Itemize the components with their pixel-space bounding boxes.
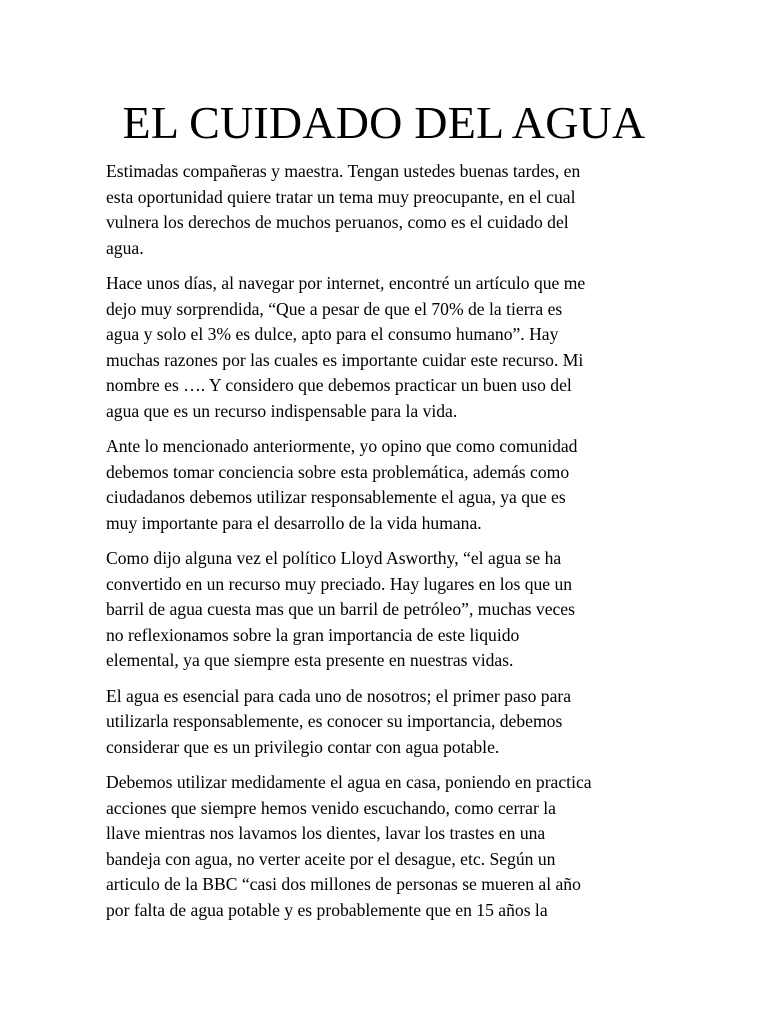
paragraph-line: Como dijo alguna vez el político Lloyd Asworthy, “el agua se ha xyxy=(106,548,562,568)
paragraph-line: utilizarla responsablemente, es conocer su importancia, debemos xyxy=(106,711,563,731)
paragraph-line: agua. xyxy=(106,237,144,258)
paragraph-line: El agua es esencial para cada uno de nosotros; el primer paso para xyxy=(106,685,572,706)
paragraph-line: muchas razones por las cuales es importante cuidar este recurso. Mi xyxy=(106,349,584,370)
document-body xyxy=(106,159,666,933)
paragraph-line: considerar que es un privilegio contar con agua potable. xyxy=(106,736,500,757)
paragraph-5 xyxy=(106,684,666,761)
paragraph-line: debemos tomar conciencia sobre esta problemática, además como xyxy=(106,461,570,482)
paragraph-4 xyxy=(106,546,666,674)
paragraph-6 xyxy=(106,770,666,923)
paragraph-line: articulo de la BBC “casi dos millones de personas se mueren al año xyxy=(106,874,581,894)
paragraph-line: vulnera los derechos de muchos peruanos, como es el cuidado del xyxy=(106,212,569,232)
paragraph-line: muy importante para el desarrollo de la vida humana. xyxy=(106,512,482,533)
paragraph-line: nombre es …. Y considero que debemos practicar un buen uso del xyxy=(106,375,572,395)
document-title: EL CUIDADO DEL AGUA xyxy=(122,97,646,148)
paragraph-line: Hace unos días, al navegar por internet, encontré un artículo que me xyxy=(106,273,586,293)
paragraph-line: por falta de agua potable y es probablemente que en 15 años la xyxy=(106,899,548,920)
paragraph-line: bandeja con agua, no verter aceite por el desague, etc. Según un xyxy=(106,848,556,869)
paragraph-line: agua que es un recurso indispensable para la vida. xyxy=(106,400,458,421)
paragraph-1 xyxy=(106,159,666,261)
paragraph-line: Ante lo mencionado anteriormente, yo opino que como comunidad xyxy=(106,436,578,456)
paragraph-line: dejo muy sorprendida, “Que a pesar de que el 70% de la tierra es xyxy=(106,298,563,319)
paragraph-line: agua y solo el 3% es dulce, apto para el consumo humano”. Hay xyxy=(106,324,559,344)
paragraph-line: elemental, ya que siempre esta presente en nuestras vidas. xyxy=(106,650,514,670)
paragraph-line: llave mientras nos lavamos los dientes, lavar los trastes en una xyxy=(106,823,546,843)
paragraph-line: convertido en un recurso muy preciado. Hay lugares en los que un xyxy=(106,573,573,594)
paragraph-line: esta oportunidad quiere tratar un tema muy preocupante, en el cual xyxy=(106,186,576,207)
paragraph-line: barril de agua cuesta mas que un barril de petróleo”, muchas veces xyxy=(106,599,575,619)
paragraph-3 xyxy=(106,434,666,536)
paragraph-line: Debemos utilizar medidamente el agua en casa, poniendo en practica xyxy=(106,772,592,792)
paragraph-line: Estimadas compañeras y maestra. Tengan ustedes buenas tardes, en xyxy=(106,161,581,181)
paragraph-line: ciudadanos debemos utilizar responsablemente el agua, ya que es xyxy=(106,487,566,507)
paragraph-2 xyxy=(106,271,666,424)
paragraph-line: acciones que siempre hemos venido escuchando, como cerrar la xyxy=(106,797,556,818)
paragraph-line: no reflexionamos sobre la gran importancia de este liquido xyxy=(106,624,520,645)
